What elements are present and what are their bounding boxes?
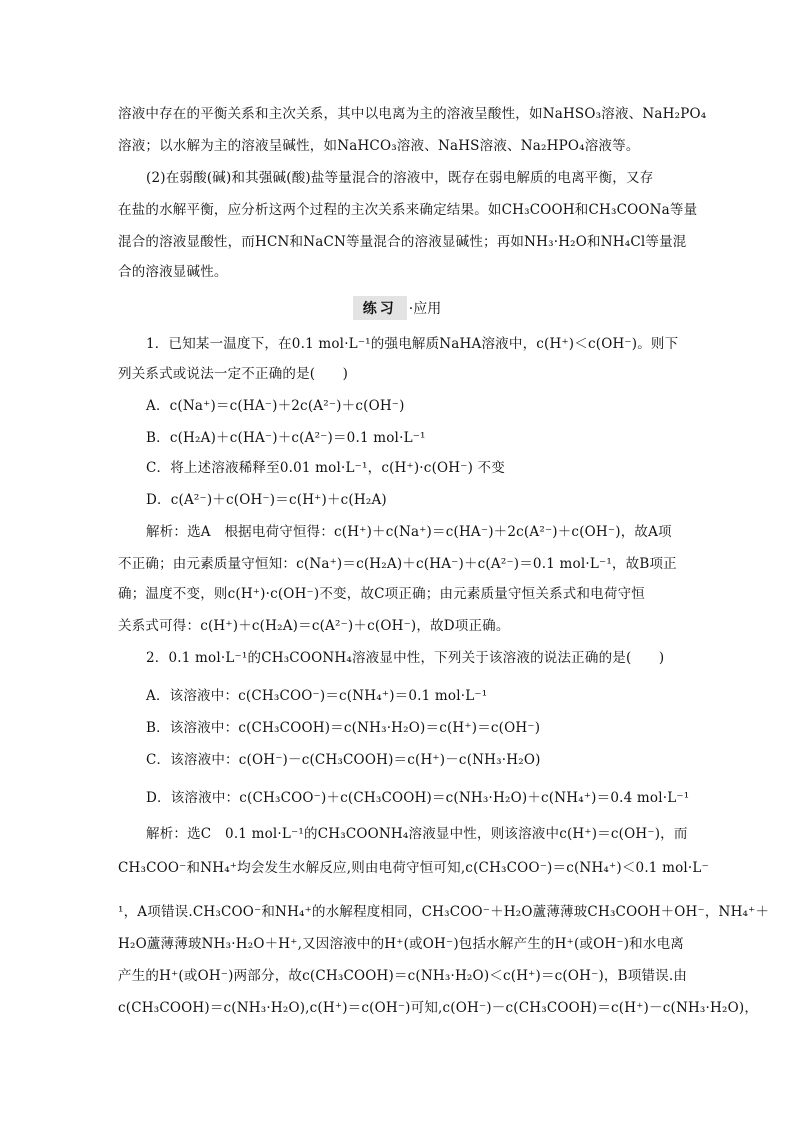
heading-suffix: ·应用 [408, 301, 442, 317]
text-line: 混合的溶液显酸性，而HCN和NaCN等量混合的溶液显碱性；再如NH₃·H₂O和NH₄Cl等量混 [118, 234, 687, 250]
text-line: CH₃COO⁻和NH₄⁺均会发生水解反应,则由电荷守恒可知,c(CH₃COO⁻)＝c(NH₄⁺)＜0.1 mol·L⁻ [118, 860, 709, 876]
text-line: 关系式可得：c(H⁺)＋c(H₂A)＝c(A²⁻)＋c(OH⁻)，故D项正确。 [118, 618, 510, 634]
text-line: 合的溶液显碱性。 [118, 264, 228, 280]
text-line: 确；温度不变，则c(H⁺)·c(OH⁻)不变，故C项正确；由元素质量守恒关系式和电荷守恒 [118, 586, 645, 602]
text-line: 产生的H⁺(或OH⁻)两部分，故c(CH₃COOH)＝c(NH₃·H₂O)＜c(H⁺)＝c(OH⁻)，B项错误.由 [118, 968, 688, 984]
text-line: A．c(Na⁺)＝c(HA⁻)＋2c(A²⁻)＋c(OH⁻) [146, 398, 405, 414]
text-line: 在盐的水解平衡，应分析这两个过程的主次关系来确定结果。如CH₃COOH和CH₃COONa等量 [118, 202, 698, 218]
text-line: B．该溶液中：c(CH₃COOH)＝c(NH₃·H₂O)＝c(H⁺)＝c(OH⁻) [146, 720, 541, 736]
text-line: (2)在弱酸(碱)和其强碱(酸)盐等量混合的溶液中，既存在弱电解质的电离平衡，又存 [146, 170, 654, 186]
text-line: H₂O蘆薄薄玻NH₃·H₂O＋H⁺,又因溶液中的H⁺(或OH⁻)包括水解产生的H⁺(或OH⁻)和水电离 [118, 936, 684, 952]
text-line: 溶液；以水解为主的溶液呈碱性，如NaHCO₃溶液、NaHS溶液、Na₂HPO₄溶液等。 [118, 138, 640, 154]
text-line: 2．0.1 mol·L⁻¹的CH₃COONH₄溶液显中性，下列关于该溶液的说法正确的是( ) [146, 650, 665, 666]
text-line: 溶液中存在的平衡关系和主次关系，其中以电离为主的溶液呈酸性，如NaHSO₃溶液、NaH₂PO₄ [118, 106, 707, 122]
text-line: c(CH₃COOH)＝c(NH₃·H₂O),c(H⁺)＝c(OH⁻)可知,c(OH⁻)－c(CH₃COOH)＝c(H⁺)－c(NH₃·H₂O)， [118, 1000, 759, 1016]
text-line: 不正确；由元素质量守恒知：c(Na⁺)＝c(H₂A)＋c(HA⁻)＋c(A²⁻)＝0.1 mol·L⁻¹，故B项正 [118, 556, 677, 572]
text-line: ¹，A项错误.CH₃COO⁻和NH₄⁺的水解程度相同，CH₃COO⁻＋H₂O蘆薄薄玻CH₃COOH＋OH⁻，NH₄⁺＋ [118, 904, 770, 920]
text-line: C．该溶液中：c(OH⁻)－c(CH₃COOH)＝c(H⁺)－c(NH₃·H₂O) [146, 752, 541, 768]
text-line: B．c(H₂A)＋c(HA⁻)＋c(A²⁻)＝0.1 mol·L⁻¹ [146, 430, 426, 446]
practice-badge: 练习 [353, 296, 407, 320]
text-line: 列关系式或说法一定不正确的是( ) [118, 366, 349, 382]
text-line: 解析：选A 根据电荷守恒得：c(H⁺)＋c(Na⁺)＝c(HA⁻)＋2c(A²⁻)＋c(OH⁻)，故A项 [146, 524, 672, 540]
text-line: D．c(A²⁻)＋c(OH⁻)＝c(H⁺)＋c(H₂A) [146, 492, 387, 508]
text-line: A．该溶液中：c(CH₃COO⁻)＝c(NH₄⁺)＝0.1 mol·L⁻¹ [146, 688, 488, 704]
text-line: 1．已知某一温度下，在0.1 mol·L⁻¹的强电解质NaHA溶液中，c(H⁺)＜c(OH⁻)。则下 [146, 336, 679, 352]
text-line: 解析：选C 0.1 mol·L⁻¹的CH₃COONH₄溶液显中性，则该溶液中c(H⁺)＝c(OH⁻)，而 [146, 826, 688, 842]
section-heading [0, 296, 794, 320]
text-line: D．该溶液中：c(CH₃COO⁻)＋c(CH₃COOH)＝c(NH₃·H₂O)＋c(NH₄⁺)＝0.4 mol·L⁻¹ [146, 790, 690, 806]
text-line: C．将上述溶液稀释至0.01 mol·L⁻¹，c(H⁺)·c(OH⁻) 不变 [146, 460, 505, 476]
